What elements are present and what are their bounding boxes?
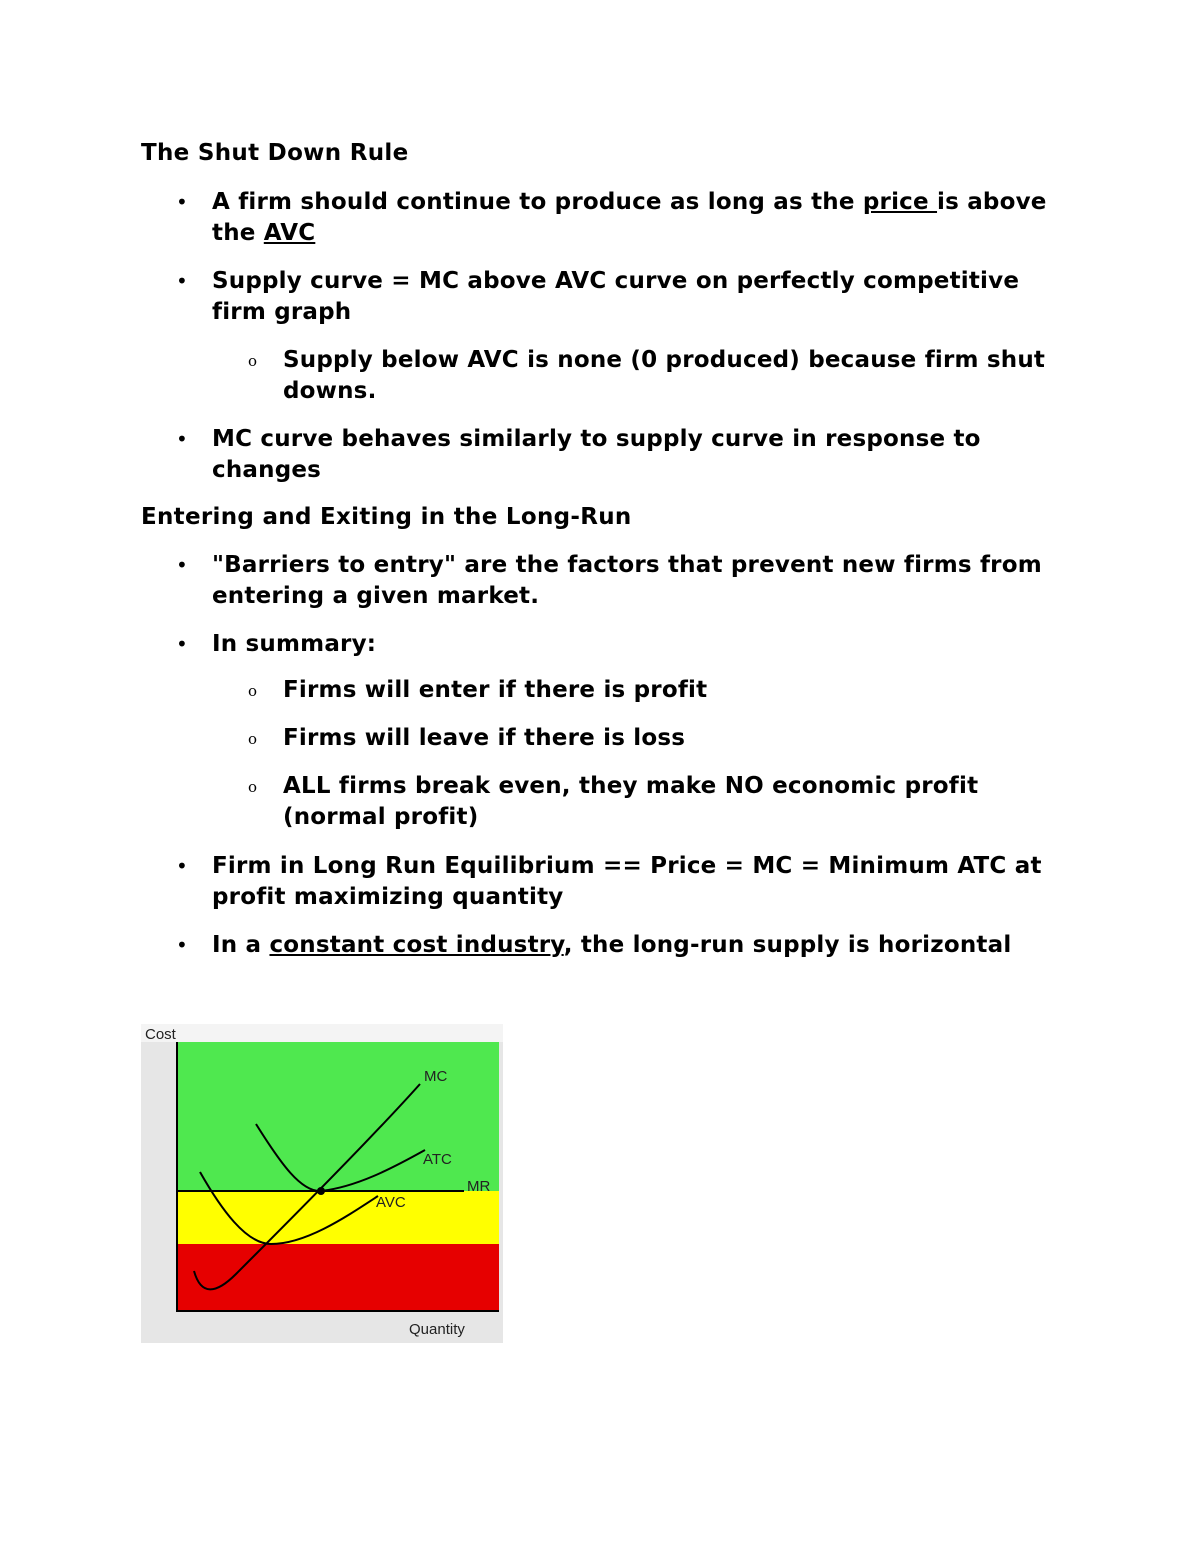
section-heading-shut-down-rule: The Shut Down Rule bbox=[141, 140, 409, 166]
list-item-text: is above the bbox=[212, 189, 1047, 246]
sub-bullet-icon: o bbox=[248, 730, 258, 748]
list-item: Firm in Long Run Equilibrium == Price = MC = Minimum ATC at profit maximizing quantity bbox=[212, 853, 1042, 910]
sub-list-item: ALL firms break even, they make NO economic profit (normal profit) bbox=[283, 773, 979, 830]
region-yellow bbox=[177, 1191, 499, 1244]
bullet-icon: • bbox=[176, 269, 188, 293]
list-item-text: A firm should continue to produce as long as the bbox=[212, 189, 863, 215]
sub-bullet-icon: o bbox=[248, 778, 258, 796]
underlined-term-price: price bbox=[862, 189, 938, 215]
sub-list-item: Firms will enter if there is profit bbox=[283, 677, 708, 703]
bullet-icon: • bbox=[176, 190, 188, 214]
list-item: In summary: bbox=[212, 631, 377, 657]
region-green bbox=[177, 1042, 499, 1191]
sub-list-item: Supply below AVC is none (0 produced) because firm shut downs. bbox=[283, 347, 1046, 404]
series-label-avc: AVC bbox=[376, 1194, 406, 1211]
sub-bullet-icon: o bbox=[248, 352, 258, 370]
list-item-text: , the long-run supply is horizontal bbox=[563, 932, 1012, 958]
list-item-text: In a bbox=[212, 932, 270, 958]
series-label-mc: MC bbox=[424, 1068, 448, 1085]
list-item: "Barriers to entry" are the factors that prevent new firms from entering a given market. bbox=[212, 552, 1042, 609]
chart-top-band bbox=[141, 1024, 503, 1042]
list-item bbox=[212, 930, 1072, 961]
bullet-icon: • bbox=[176, 553, 188, 577]
bullet-icon: • bbox=[176, 427, 188, 451]
underlined-term-avc: AVC bbox=[263, 220, 316, 246]
series-label-atc: ATC bbox=[423, 1151, 452, 1168]
list-item: MC curve behaves similarly to supply curve in response to changes bbox=[212, 426, 981, 483]
bullet-icon: • bbox=[176, 632, 188, 656]
equilibrium-point bbox=[317, 1187, 325, 1195]
region-red bbox=[177, 1244, 499, 1310]
bullet-icon: • bbox=[176, 854, 188, 878]
y-axis-label: Cost bbox=[145, 1026, 176, 1043]
x-axis-label: Quantity bbox=[409, 1321, 465, 1338]
underlined-term-constant-cost-industry: constant cost industry bbox=[269, 932, 564, 958]
sub-list-item: Firms will leave if there is loss bbox=[283, 725, 686, 751]
list-item bbox=[212, 187, 1072, 249]
cost-curves-chart bbox=[141, 1024, 503, 1343]
bullet-icon: • bbox=[176, 933, 188, 957]
section-heading-entering-exiting: Entering and Exiting in the Long-Run bbox=[141, 504, 632, 530]
sub-bullet-icon: o bbox=[248, 682, 258, 700]
list-item: Supply curve = MC above AVC curve on perfectly competitive firm graph bbox=[212, 268, 1020, 325]
series-label-mr: MR bbox=[467, 1178, 491, 1195]
